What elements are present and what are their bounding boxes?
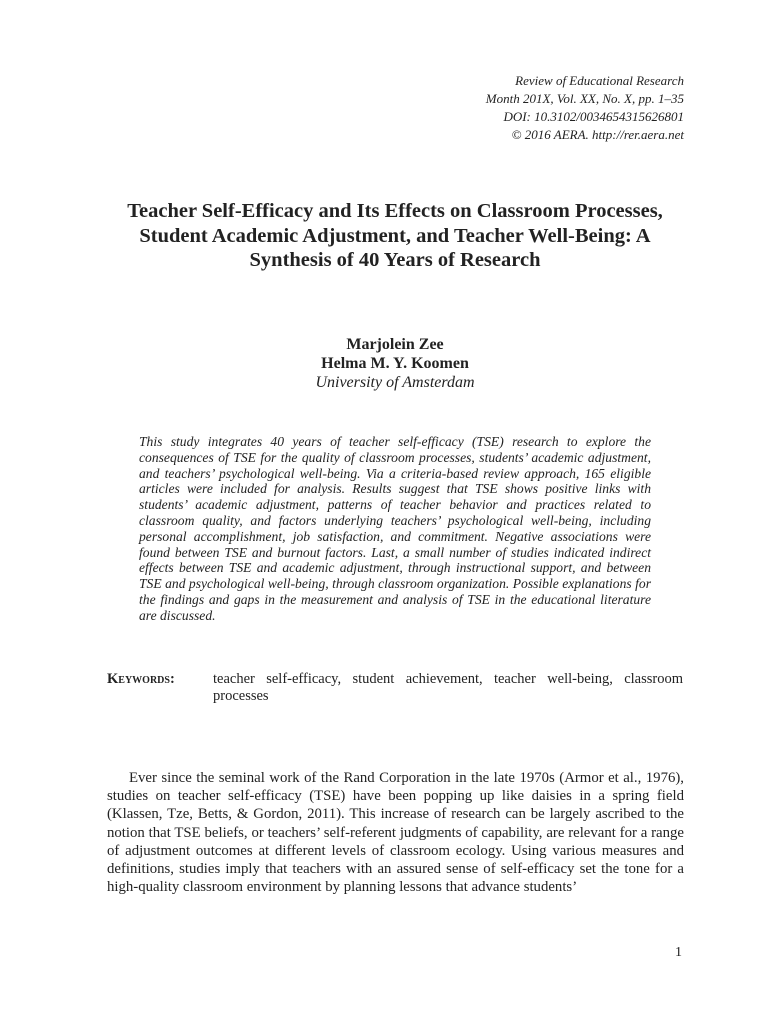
- author-name: Marjolein Zee: [346, 336, 444, 353]
- journal-header: [486, 72, 684, 144]
- author-block: [200, 335, 590, 392]
- article-title: Teacher Self-Efficacy and Its Effects on Classroom Processes, Student Academic Adjustment, and Teacher Well-Being: A Synthesis of 40 Years of Research: [127, 200, 663, 271]
- author-affiliation: University of Amsterdam: [315, 374, 475, 391]
- keywords-label: Keywords:: [107, 671, 175, 687]
- journal-doi: DOI: 10.3102/0034654315626801: [503, 109, 684, 124]
- journal-issue: Month 201X, Vol. XX, No. X, pp. 1–35: [485, 91, 684, 106]
- journal-copyright: © 2016 AERA. http://rer.aera.net: [511, 127, 684, 142]
- body-paragraph: Ever since the seminal work of the Rand Corporation in the late 1970s (Armor et al., 1976), studies on teacher self-efficacy (TSE) have been popping up like daisies in a spring field (Klassen, Tze, Betts, & Gordon, 2011). This increase of research can be largely ascribed to the notion that TSE beliefs, or teachers’ self-referent judgments of capability, are relevant for a range of adjustment outcomes at different levels of classroom ecology. Using various measures and definitions, studies imply that teachers with an assured sense of self-efficacy set the tone for a high-quality classroom environment by planning lessons that advance students’: [107, 770, 684, 896]
- journal-name: Review of Educational Research: [515, 73, 684, 88]
- keywords-list: teacher self-efficacy, student achievement, teacher well-being, classroom processes: [213, 671, 683, 704]
- author-name: Helma M. Y. Koomen: [321, 355, 469, 372]
- page-number: 1: [675, 945, 682, 960]
- abstract: This study integrates 40 years of teacher self-efficacy (TSE) research to explore the consequences of TSE for the quality of classroom processes, students’ academic adjustment, and teachers’ psychological well-being. Via a criteria-based review approach, 165 eligible articles were included for analysis. Results suggest that TSE shows positive links with students’ academic adjustment, patterns of teacher behavior and practices related to classroom quality, and factors underlying teachers’ psychological well-being, including personal accomplishment, job satisfaction, and commitment. Negative associations were found between TSE and burnout factors. Last, a small number of studies indicated indirect effects between TSE and academic adjustment, through instructional support, and between TSE and psychological well-being, through classroom organization. Possible explanations for the findings and gaps in the measurement and analysis of TSE in the educational literature are discussed.: [139, 434, 651, 623]
